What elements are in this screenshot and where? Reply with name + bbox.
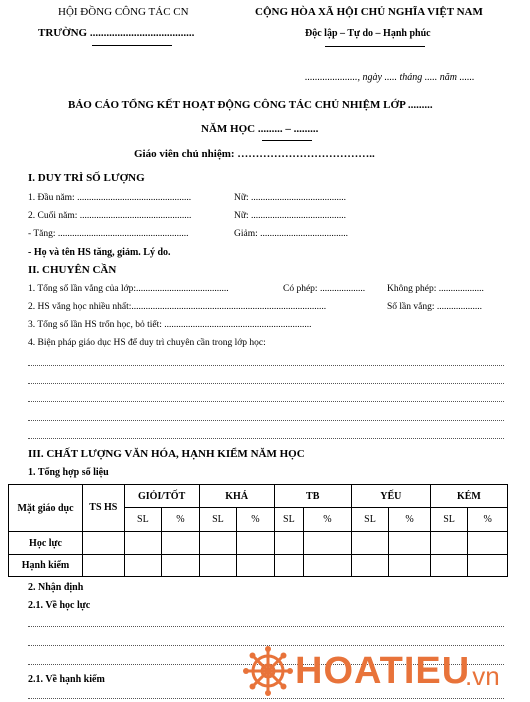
table-cell [237, 532, 275, 555]
table-cell [351, 532, 389, 555]
sl-header: SL [199, 508, 237, 532]
table-cell [430, 532, 468, 555]
group-header: GIỎI/TỐT [124, 485, 199, 508]
pct-header: % [237, 508, 275, 532]
table-cell [389, 555, 431, 577]
group-header: YẾU [351, 485, 430, 508]
motto: Độc lập – Tự do – Hạnh phúc [305, 28, 431, 39]
hoatieu-logo [243, 645, 525, 697]
pct-header: % [304, 508, 352, 532]
section3-heading: III. CHẤT LƯỢNG VĂN HÓA, HẠNH KIỂM NĂM HỌC [28, 448, 305, 460]
table-cell [162, 555, 200, 577]
end-year-female-field: Nữ: ........................................ [234, 211, 347, 221]
school-line: TRƯỜNG ...................................... [38, 27, 195, 39]
table-cell [389, 532, 431, 555]
start-year-female-field: Nữ: ........................................ [234, 193, 347, 203]
most-absent-field: 2. HS vắng học nhiều nhất:.................................................................................. [28, 302, 327, 312]
section2-heading: II. CHUYÊN CẦN [28, 264, 117, 276]
council-name: HỘI ĐỒNG CÔNG TÁC CN [58, 6, 189, 18]
country-title: CỘNG HÒA XÃ HỘI CHỦ NGHĨA VIỆT NAM [255, 6, 483, 18]
decrease-field: Giảm: ..................................... [234, 229, 348, 239]
table-cell [468, 532, 508, 555]
col-subject-header: Mặt giáo dục [9, 485, 83, 532]
table-cell [351, 555, 389, 577]
table-cell [83, 532, 125, 555]
writing-line [28, 698, 504, 699]
report-title: BÁO CÁO TỔNG KẾT HOẠT ĐỘNG CÔNG TÁC CHỦ NHIỆM LỚP ......... [68, 99, 433, 111]
pct-header: % [468, 508, 508, 532]
absence-count-field: Số lần vắng: ................... [387, 302, 482, 312]
writing-line [28, 438, 504, 439]
row-label: Hạnh kiểm [9, 555, 83, 577]
watermark-suffix: .vn [465, 661, 500, 691]
table-row [9, 532, 508, 555]
results-table [8, 484, 508, 577]
group-header: KHÁ [199, 485, 274, 508]
year-underline [262, 140, 312, 141]
start-year-field: 1. Đầu năm: ................................................ [28, 193, 192, 203]
table-cell [304, 555, 352, 577]
table-cell [199, 532, 237, 555]
school-underline [92, 45, 172, 46]
table-cell [83, 555, 125, 577]
motto-underline [325, 46, 425, 47]
table-cell [304, 532, 352, 555]
writing-line [28, 383, 504, 384]
writing-line [28, 420, 504, 421]
table-cell [430, 555, 468, 577]
writing-line [28, 626, 504, 627]
increase-field: - Tăng: ....................................................... [28, 229, 189, 239]
sl-header: SL [430, 508, 468, 532]
table-cell [124, 555, 162, 577]
summary-subheading: 1. Tổng hợp số liệu [28, 467, 109, 478]
col-ts-header: TS HS [83, 485, 125, 532]
table-cell [199, 555, 237, 577]
row-label: Học lực [9, 532, 83, 555]
section1-heading: I. DUY TRÌ SỐ LƯỢNG [28, 172, 145, 184]
sl-header: SL [274, 508, 303, 532]
attendance-measures-label: 4. Biện pháp giáo dục HS để duy trì chuyên cần trong lớp học: [28, 338, 266, 348]
absence-unexcused-field: Không phép: ................... [387, 284, 484, 294]
table-cell [124, 532, 162, 555]
writing-line [28, 401, 504, 402]
conduct-subheading: 2.1. Về hạnh kiểm [28, 674, 105, 685]
sl-header: SL [124, 508, 162, 532]
pct-header: % [389, 508, 431, 532]
group-header: TB [274, 485, 351, 508]
table-cell [237, 555, 275, 577]
watermark-text: HOATIEU [295, 650, 471, 692]
table-cell [468, 555, 508, 577]
sl-header: SL [351, 508, 389, 532]
table-row [9, 555, 508, 577]
pct-header: % [162, 508, 200, 532]
absence-excused-field: Có phép: ................... [283, 284, 366, 294]
school-year: NĂM HỌC ......... – ......... [201, 123, 319, 135]
absence-total-field: 1. Tổng số lần vắng của lớp:....................................... [28, 284, 229, 294]
table-cell [274, 532, 303, 555]
assessment-subheading: 2. Nhận định [28, 582, 84, 593]
change-note: - Họ và tên HS tăng, giảm. Lý do. [28, 247, 171, 258]
table-cell [162, 532, 200, 555]
end-year-field: 2. Cuối năm: ............................................... [28, 211, 192, 221]
table-cell [274, 555, 303, 577]
date-line: ....................., ngày ..... tháng ..... năm ...... [305, 72, 475, 83]
teacher-line: Giáo viên chủ nhiệm: ……………………………….. [134, 148, 375, 160]
group-header: KÉM [430, 485, 507, 508]
writing-line [28, 365, 504, 366]
truancy-field: 3. Tổng số lần HS trốn học, bỏ tiết: .............................................................. [28, 320, 312, 330]
academic-subheading: 2.1. Về học lực [28, 600, 91, 611]
